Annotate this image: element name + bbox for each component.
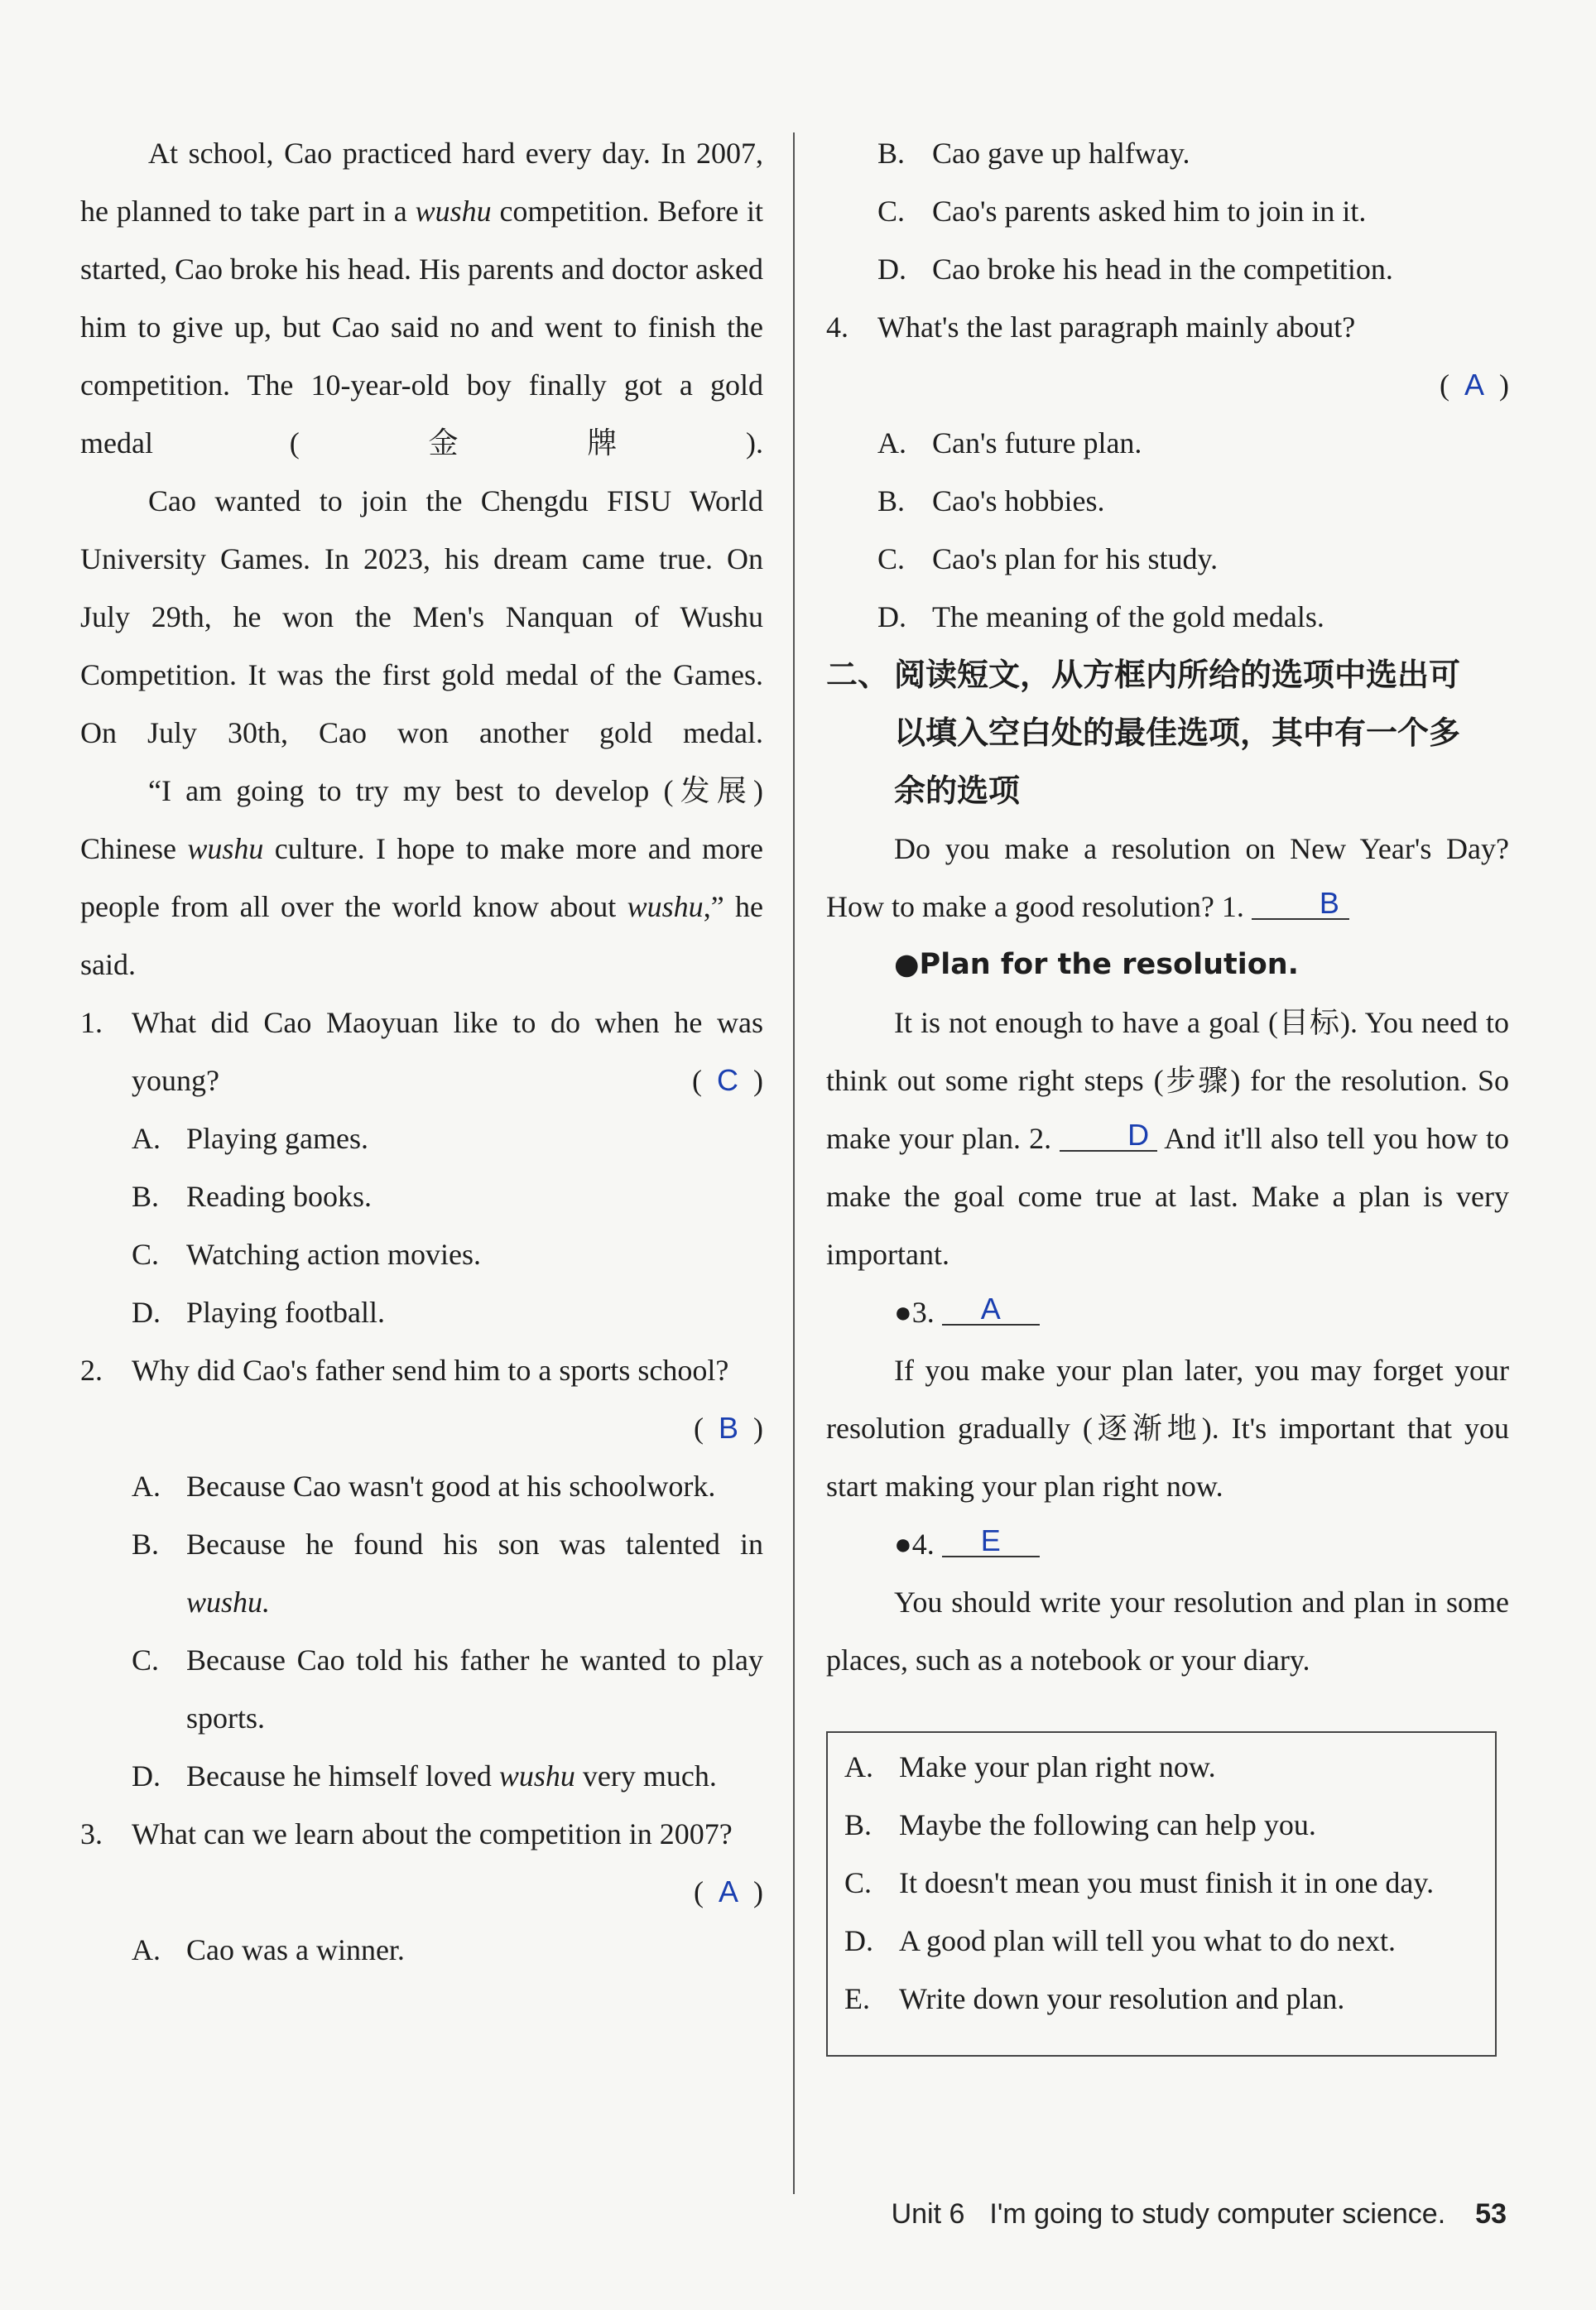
blank-4-answer: E [980, 1523, 1001, 1557]
column-divider [793, 132, 795, 2194]
question-3-option-c: C. Cao's parents asked him to join in it. [877, 195, 1367, 228]
blank-1[interactable] [1252, 882, 1349, 920]
question-2-option-d: D. Because he himself loved wushu very much. [132, 1759, 717, 1793]
page-number: 53 [1475, 2198, 1507, 2230]
blank-2[interactable] [1060, 1114, 1157, 1152]
blank-3[interactable] [942, 1287, 1040, 1326]
answer-1: C [717, 1063, 738, 1097]
blank-2-answer: D [1127, 1118, 1150, 1152]
answer-bracket-4: ( A ) [1439, 368, 1509, 402]
answer-3: A [718, 1874, 738, 1908]
box-option-d: D. A good plan will tell you what to do next. [844, 1924, 1396, 1957]
box-option-e: E. Write down your resolution and plan. [844, 1982, 1345, 2015]
question-2-option-a: A. Because Cao wasn't good at his schoolwork. [132, 1470, 716, 1503]
answer-2: B [718, 1411, 738, 1445]
box-option-b: B. Maybe the following can help you. [844, 1808, 1316, 1841]
options-box [826, 1731, 1497, 2057]
question-3-option-d: D. Cao broke his head in the competition. [877, 253, 1393, 286]
bullet-blank-4: ●4. E [826, 1515, 1509, 1573]
question-3-option-a: A. Cao was a winner. [132, 1933, 405, 1966]
bullet-blank-3: ●3. A [826, 1283, 1509, 1341]
question-1-option-c: C. Watching action movies. [132, 1238, 482, 1271]
cloze-paragraph-3: If you make your plan later, you may forget your resolution gradually (逐渐地). It's important that you start making your plan right now. [826, 1354, 1509, 1503]
answer-bracket-3: ( A ) [693, 1874, 763, 1908]
question-3-text: What can we learn about the competition in 2007? [132, 1817, 733, 1850]
question-4: 4. What's the last paragraph mainly about? [826, 298, 1509, 356]
answer-4: A [1464, 368, 1484, 402]
answer-bracket-2: ( B ) [693, 1411, 763, 1445]
question-4-option-d: D. The meaning of the gold medals. [877, 600, 1324, 633]
question-1: 1. What did Cao Maoyuan like to do when he was young? ( C ) [80, 994, 763, 1109]
question-4-option-b: B. Cao's hobbies. [877, 484, 1105, 517]
footer-title: I'm going to study computer science. [989, 2198, 1446, 2230]
bullet-heading-plan: ●Plan for the resolution. [894, 948, 1299, 981]
question-1-text: What did Cao Maoyuan like to do when he was young? [132, 1006, 763, 1097]
question-1-option-d: D. Playing football. [132, 1296, 385, 1329]
passage-paragraph-2: Cao wanted to join the Chengdu FISU World University Games. In 2023, his dream came true. On July 29th, he won the Men's Nanquan of Wushu Competition. It was the first gold medal of the Games. On July 30th, Cao won another gold medal. [80, 484, 763, 749]
question-1-option-a: A. Playing games. [132, 1122, 368, 1155]
question-3-option-b: B. Cao gave up halfway. [877, 137, 1190, 170]
question-2-text: Why did Cao's father send him to a sports school? [132, 1354, 729, 1387]
section-2-heading: 二、 阅读短文，从方框内所给的选项中选出可 以填入空白处的最佳选项，其中有一个多 余的选项 [826, 657, 1461, 809]
box-option-a: A. Make your plan right now. [844, 1750, 1216, 1783]
left-column [80, 124, 763, 1979]
question-2-option-b: B. Because he found his son was talented in wushu. [132, 1528, 763, 1619]
box-option-c: C. It doesn't mean you must finish it in one day. [844, 1866, 1435, 1899]
right-column [826, 124, 1509, 1689]
page-footer [853, 2198, 1507, 2231]
question-3: 3. What can we learn about the competition in 2007? ( A ) [80, 1805, 763, 1921]
question-4-option-a: A. Can's future plan. [877, 426, 1142, 460]
cloze-intro: Do you make a resolution on New Year's Day? How to make a good resolution? 1. B [826, 832, 1509, 923]
question-2-option-c: C. Because Cao told his father he wanted to play sports. [132, 1643, 763, 1735]
question-4-option-c: C. Cao's plan for his study. [877, 542, 1219, 575]
blank-3-answer: A [980, 1292, 1001, 1326]
cloze-paragraph-plan: It is not enough to have a goal (目标). You need to think out some right steps (步骤) for the resolution. So make your plan. 2. D And it'll also tell you how to make the goal come true at last. Make a plan is very important. [826, 1006, 1510, 1271]
cloze-paragraph-4: You should write your resolution and plan in some places, such as a notebook or your diary. [826, 1586, 1509, 1677]
question-2: 2. Why did Cao's father send him to a sports school? ( B ) [80, 1341, 763, 1457]
blank-1-answer: B [1319, 886, 1339, 920]
question-1-option-b: B. Reading books. [132, 1180, 372, 1213]
footer-unit: Unit 6 [891, 2198, 965, 2230]
passage-paragraph-1: At school, Cao practiced hard every day. In 2007, he planned to take part in a wushu competition. Before it started, Cao broke his head. His parents and doctor asked him to give up, but Cao said no and went to finish the competition. The 10-year-old boy finally got a gold medal (金牌). [80, 137, 764, 460]
answer-bracket-1: ( C ) [692, 1063, 763, 1097]
passage-paragraph-3: “I am going to try my best to develop (发展) Chinese wushu culture. I hope to make more and more people from all over the world know about wushu,” he said. [80, 774, 764, 981]
question-4-text: What's the last paragraph mainly about? [877, 310, 1356, 344]
blank-4[interactable] [942, 1519, 1040, 1557]
